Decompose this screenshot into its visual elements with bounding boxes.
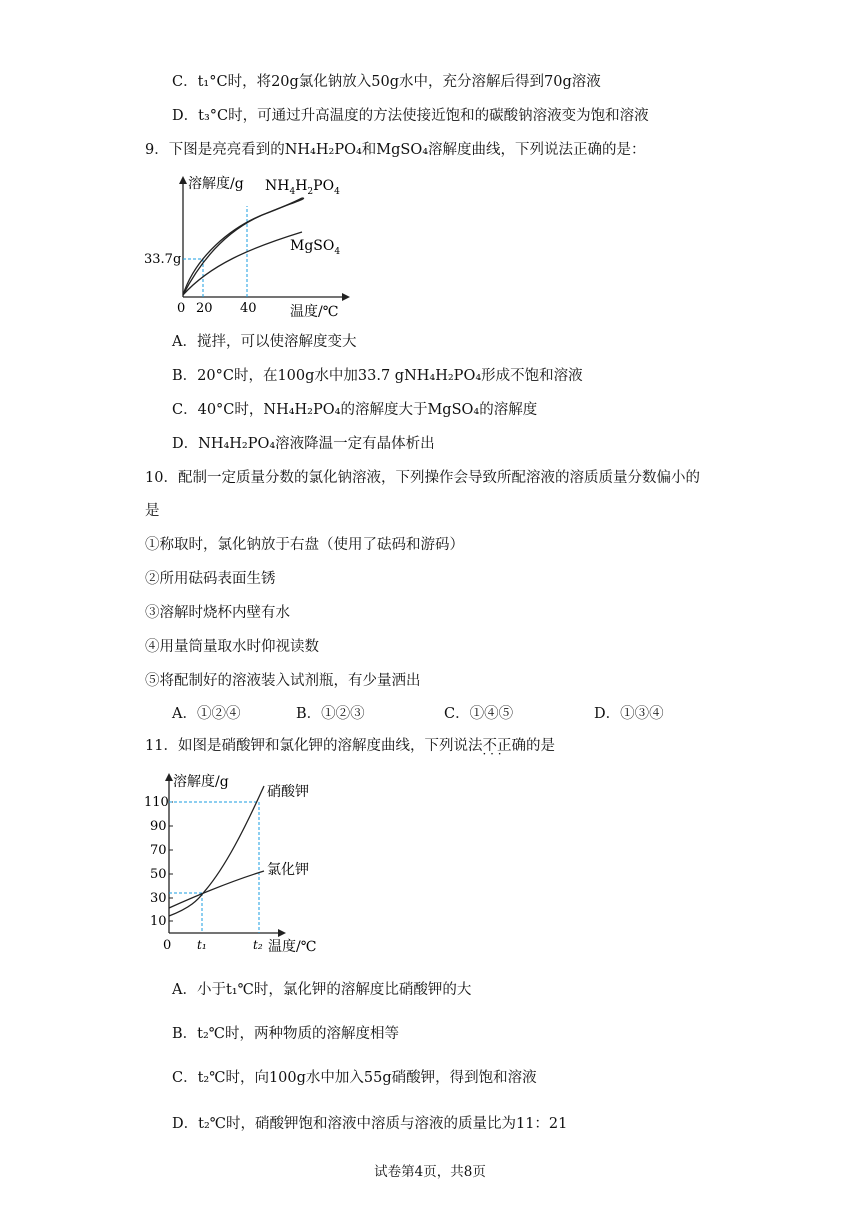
q9-x0: 0 [177, 301, 186, 316]
q9-option-a: A．搅拌，可以使溶解度变大 [172, 334, 357, 350]
q10-option-b: B．①②③ [296, 706, 365, 722]
q9-ymark: 33.7g [144, 252, 182, 267]
q11-series2-label: 氯化钾 [267, 862, 309, 878]
q10-item-5: ⑤将配制好的溶液装入试剂瓶，有少量洒出 [145, 673, 421, 689]
q11-series1-label: 硝酸钾 [267, 784, 309, 800]
q10-stem: 10．配制一定质量分数的氯化钠溶液，下列操作会导致所配溶液的溶质质量分数偏小的 [145, 470, 700, 486]
q11-t2: t₂ [253, 938, 263, 952]
page-footer: 试卷第4页，共8页 [374, 1164, 486, 1180]
q11-option-b: B．t₂℃时，两种物质的溶解度相等 [172, 1026, 400, 1042]
q8-option-c: C．t₁°C时，将20g氯化钠放入50g水中，充分溶解后得到70g溶液 [172, 74, 601, 90]
q11-curve-kno3 [169, 786, 264, 916]
q11-ytick-10: 10 [150, 914, 167, 929]
q10-item-4: ④用量筒量取水时仰视读数 [145, 639, 319, 655]
q9-option-c: C．40°C时，NH₄H₂PO₄的溶解度大于MgSO₄的溶解度 [172, 402, 538, 418]
q11-stem-pre: 11．如图是硝酸钾和氯化钾的溶解度曲线，下列说法 [145, 738, 483, 754]
q11-stem [145, 736, 555, 756]
q11-ytick-110: 110 [144, 795, 169, 810]
q11-option-a: A．小于t₁℃时，氯化钾的溶解度比硝酸钾的大 [172, 982, 472, 998]
q11-ytick-90: 90 [150, 819, 167, 834]
q11-stem-post: 的是 [525, 738, 555, 754]
q11-option-c: C．t₂℃时，向100g水中加入55g硝酸钾，得到饱和溶液 [172, 1070, 537, 1086]
q11-solubility-figure [140, 768, 340, 958]
q9-curve-nh4h2po4 [183, 198, 304, 295]
q11-xlabel: 温度/℃ [268, 939, 317, 955]
q9-x20: 20 [196, 301, 213, 316]
q10-item-3: ③溶解时烧杯内壁有水 [145, 605, 290, 621]
q11-stem-emphasis: 不正确 · · · [482, 738, 526, 754]
q9-series2-label: MgSO$_4$ [290, 238, 341, 257]
q9-xlabel: 温度/℃ [290, 304, 339, 320]
q10-option-d: D．①③④ [594, 706, 664, 722]
q11-ylabel: 溶解度/g [173, 774, 229, 790]
q8-option-d: D．t₃°C时，可通过升高温度的方法使接近饱和的碳酸钠溶液变为饱和溶液 [172, 108, 649, 124]
q10-stem-cont: 是 [145, 503, 160, 519]
q11-ytick-30: 30 [150, 891, 167, 906]
q11-ytick-70: 70 [150, 843, 167, 858]
q9-solubility-figure [140, 170, 370, 320]
q9-series1-label: $NH_4H_2PO_4$ [265, 178, 340, 197]
q9-ylabel: 溶解度/g [188, 176, 244, 192]
q11-t1: t₁ [197, 938, 207, 952]
q9-option-d: D．NH₄H₂PO₄溶液降温一定有晶体析出 [172, 436, 435, 452]
q10-option-a: A．①②④ [172, 706, 241, 722]
q11-ytick-50: 50 [150, 867, 167, 882]
q10-item-1: ①称取时，氯化钠放于右盘（使用了砝码和游码） [145, 537, 464, 553]
q9-stem: 9．下图是亮亮看到的NH₄H₂PO₄和MgSO₄溶解度曲线，下列说法正确的是： [145, 142, 646, 158]
q10-option-c: C．①④⑤ [444, 706, 514, 722]
q11-option-d: D．t₂℃时，硝酸钾饱和溶液中溶质与溶液的质量比为11：21 [172, 1116, 568, 1132]
q11-x0: 0 [163, 938, 172, 953]
q9-x40: 40 [240, 301, 257, 316]
q9-option-b: B．20°C时，在100g水中加33.7 gNH₄H₂PO₄形成不饱和溶液 [172, 368, 583, 384]
q9-curve-mgso4 [183, 232, 302, 295]
q10-item-2: ②所用砝码表面生锈 [145, 571, 276, 587]
